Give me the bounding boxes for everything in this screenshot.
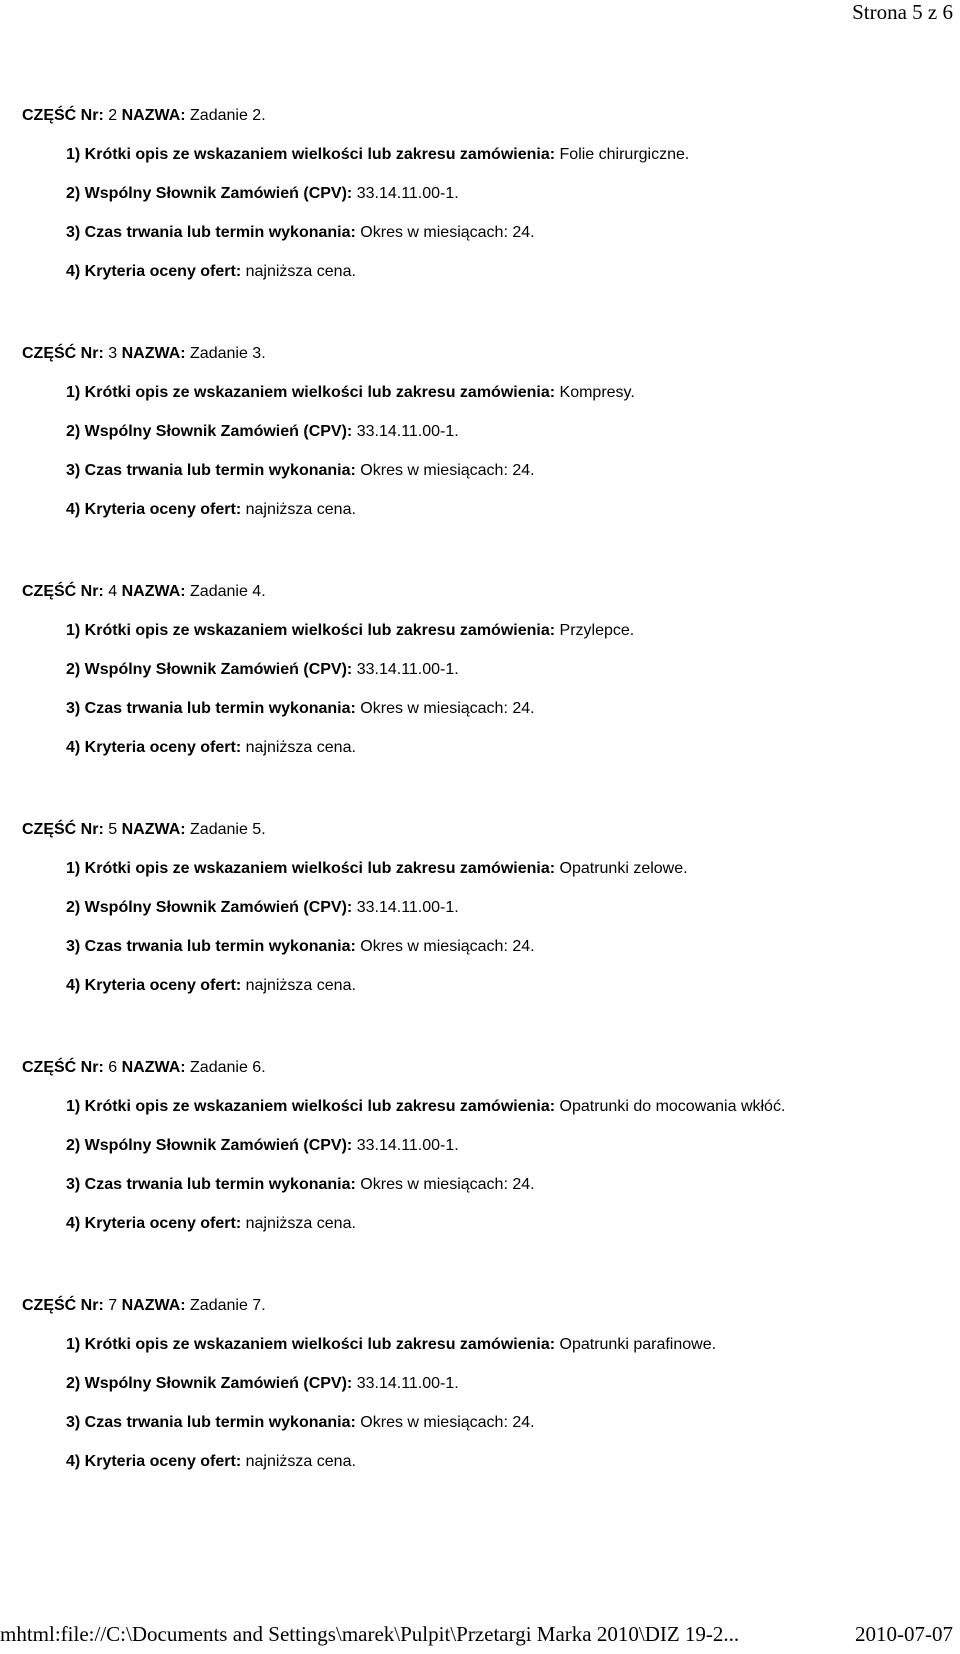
cpv-label: 2) Wspólny Słownik Zamówień (CPV): bbox=[66, 661, 353, 678]
duration-line bbox=[22, 699, 960, 738]
description-value: Opatrunki zelowe. bbox=[559, 860, 688, 877]
criteria-value: najniższa cena. bbox=[245, 501, 356, 518]
part-number: 5 bbox=[108, 821, 118, 838]
criteria-value: najniższa cena. bbox=[245, 263, 356, 280]
duration-value: Okres w miesiącach: 24. bbox=[360, 224, 535, 241]
part-section bbox=[22, 1058, 960, 1296]
cpv-label: 2) Wspólny Słownik Zamówień (CPV): bbox=[66, 899, 353, 916]
part-number: 2 bbox=[108, 107, 118, 124]
part-name-label: NAZWA: bbox=[121, 583, 186, 600]
part-number: 4 bbox=[108, 583, 118, 600]
criteria-line bbox=[22, 500, 960, 539]
criteria-label: 4) Kryteria oceny ofert: bbox=[66, 1453, 242, 1470]
part-number-label: CZĘŚĆ Nr: bbox=[22, 583, 104, 600]
cpv-label: 2) Wspólny Słownik Zamówień (CPV): bbox=[66, 423, 353, 440]
duration-line bbox=[22, 461, 960, 500]
cpv-value: 33.14.11.00-1. bbox=[356, 1137, 459, 1154]
duration-line bbox=[22, 223, 960, 262]
part-name: Zadanie 3. bbox=[190, 345, 266, 362]
description-value: Opatrunki do mocowania wkłóć. bbox=[559, 1098, 786, 1115]
criteria-value: najniższa cena. bbox=[245, 977, 356, 994]
duration-line bbox=[22, 1175, 960, 1214]
duration-line bbox=[22, 1413, 960, 1452]
description-value: Folie chirurgiczne. bbox=[559, 146, 690, 163]
part-name: Zadanie 5. bbox=[190, 821, 266, 838]
description-label: 1) Krótki opis ze wskazaniem wielkości lub zakresu zamówienia: bbox=[66, 622, 556, 639]
part-name-label: NAZWA: bbox=[121, 345, 186, 362]
duration-label: 3) Czas trwania lub termin wykonania: bbox=[66, 1176, 356, 1193]
part-name-label: NAZWA: bbox=[121, 821, 186, 838]
part-title bbox=[22, 1058, 960, 1097]
duration-value: Okres w miesiącach: 24. bbox=[360, 1414, 535, 1431]
description-value: Kompresy. bbox=[559, 384, 635, 401]
duration-value: Okres w miesiącach: 24. bbox=[360, 700, 535, 717]
part-number-label: CZĘŚĆ Nr: bbox=[22, 1297, 104, 1314]
description-label: 1) Krótki opis ze wskazaniem wielkości lub zakresu zamówienia: bbox=[66, 860, 556, 877]
description-line bbox=[22, 1097, 960, 1136]
cpv-label: 2) Wspólny Słownik Zamówień (CPV): bbox=[66, 1375, 353, 1392]
part-number: 6 bbox=[108, 1059, 118, 1076]
part-section bbox=[22, 1296, 960, 1534]
part-number-label: CZĘŚĆ Nr: bbox=[22, 107, 104, 124]
part-title bbox=[22, 344, 960, 383]
duration-label: 3) Czas trwania lub termin wykonania: bbox=[66, 224, 356, 241]
criteria-label: 4) Kryteria oceny ofert: bbox=[66, 739, 242, 756]
duration-label: 3) Czas trwania lub termin wykonania: bbox=[66, 462, 356, 479]
part-number-label: CZĘŚĆ Nr: bbox=[22, 345, 104, 362]
duration-value: Okres w miesiącach: 24. bbox=[360, 1176, 535, 1193]
criteria-label: 4) Kryteria oceny ofert: bbox=[66, 1215, 242, 1232]
part-name-label: NAZWA: bbox=[121, 1297, 186, 1314]
page-indicator: Strona 5 z 6 bbox=[852, 0, 953, 24]
part-number: 3 bbox=[108, 345, 118, 362]
description-label: 1) Krótki opis ze wskazaniem wielkości lub zakresu zamówienia: bbox=[66, 1336, 556, 1353]
part-number: 7 bbox=[108, 1297, 118, 1314]
part-title bbox=[22, 582, 960, 621]
part-number-label: CZĘŚĆ Nr: bbox=[22, 1059, 104, 1076]
part-section bbox=[22, 344, 960, 582]
criteria-value: najniższa cena. bbox=[245, 739, 356, 756]
part-section bbox=[22, 582, 960, 820]
duration-value: Okres w miesiącach: 24. bbox=[360, 938, 535, 955]
part-name: Zadanie 6. bbox=[190, 1059, 266, 1076]
description-line bbox=[22, 383, 960, 422]
cpv-value: 33.14.11.00-1. bbox=[356, 423, 459, 440]
duration-label: 3) Czas trwania lub termin wykonania: bbox=[66, 700, 356, 717]
part-name-label: NAZWA: bbox=[121, 1059, 186, 1076]
criteria-label: 4) Kryteria oceny ofert: bbox=[66, 501, 242, 518]
duration-label: 3) Czas trwania lub termin wykonania: bbox=[66, 1414, 356, 1431]
cpv-line bbox=[22, 184, 960, 223]
cpv-value: 33.14.11.00-1. bbox=[356, 661, 459, 678]
cpv-value: 33.14.11.00-1. bbox=[356, 899, 459, 916]
cpv-line bbox=[22, 1374, 960, 1413]
criteria-label: 4) Kryteria oceny ofert: bbox=[66, 977, 242, 994]
part-title bbox=[22, 1296, 960, 1335]
description-label: 1) Krótki opis ze wskazaniem wielkości lub zakresu zamówienia: bbox=[66, 384, 556, 401]
criteria-line bbox=[22, 976, 960, 1015]
criteria-line bbox=[22, 1452, 960, 1491]
description-line bbox=[22, 621, 960, 660]
criteria-line bbox=[22, 262, 960, 301]
description-line bbox=[22, 145, 960, 184]
footer-path: mhtml:file://C:\Documents and Settings\marek\Pulpit\Przetargi Marka 2010\DIZ 19-2... bbox=[0, 1622, 740, 1646]
description-label: 1) Krótki opis ze wskazaniem wielkości lub zakresu zamówienia: bbox=[66, 1098, 556, 1115]
criteria-line bbox=[22, 738, 960, 777]
description-value: Przylepce. bbox=[559, 622, 635, 639]
cpv-value: 33.14.11.00-1. bbox=[356, 1375, 459, 1392]
part-section bbox=[22, 820, 960, 1058]
part-title bbox=[22, 106, 960, 145]
criteria-line bbox=[22, 1214, 960, 1253]
footer-date: 2010-07-07 bbox=[855, 1622, 953, 1646]
part-title bbox=[22, 820, 960, 859]
duration-value: Okres w miesiącach: 24. bbox=[360, 462, 535, 479]
part-name: Zadanie 7. bbox=[190, 1297, 266, 1314]
description-label: 1) Krótki opis ze wskazaniem wielkości lub zakresu zamówienia: bbox=[66, 146, 556, 163]
cpv-line bbox=[22, 1136, 960, 1175]
part-name: Zadanie 4. bbox=[190, 583, 266, 600]
duration-label: 3) Czas trwania lub termin wykonania: bbox=[66, 938, 356, 955]
description-line bbox=[22, 1335, 960, 1374]
cpv-line bbox=[22, 422, 960, 461]
cpv-label: 2) Wspólny Słownik Zamówień (CPV): bbox=[66, 185, 353, 202]
cpv-line bbox=[22, 898, 960, 937]
description-value: Opatrunki parafinowe. bbox=[559, 1336, 717, 1353]
cpv-line bbox=[22, 660, 960, 699]
document-body bbox=[22, 106, 960, 1534]
part-name: Zadanie 2. bbox=[190, 107, 266, 124]
criteria-label: 4) Kryteria oceny ofert: bbox=[66, 263, 242, 280]
cpv-label: 2) Wspólny Słownik Zamówień (CPV): bbox=[66, 1137, 353, 1154]
page-footer bbox=[0, 1621, 953, 1647]
part-number-label: CZĘŚĆ Nr: bbox=[22, 821, 104, 838]
duration-line bbox=[22, 937, 960, 976]
cpv-value: 33.14.11.00-1. bbox=[356, 185, 459, 202]
part-name-label: NAZWA: bbox=[121, 107, 186, 124]
part-section bbox=[22, 106, 960, 344]
description-line bbox=[22, 859, 960, 898]
criteria-value: najniższa cena. bbox=[245, 1453, 356, 1470]
criteria-value: najniższa cena. bbox=[245, 1215, 356, 1232]
